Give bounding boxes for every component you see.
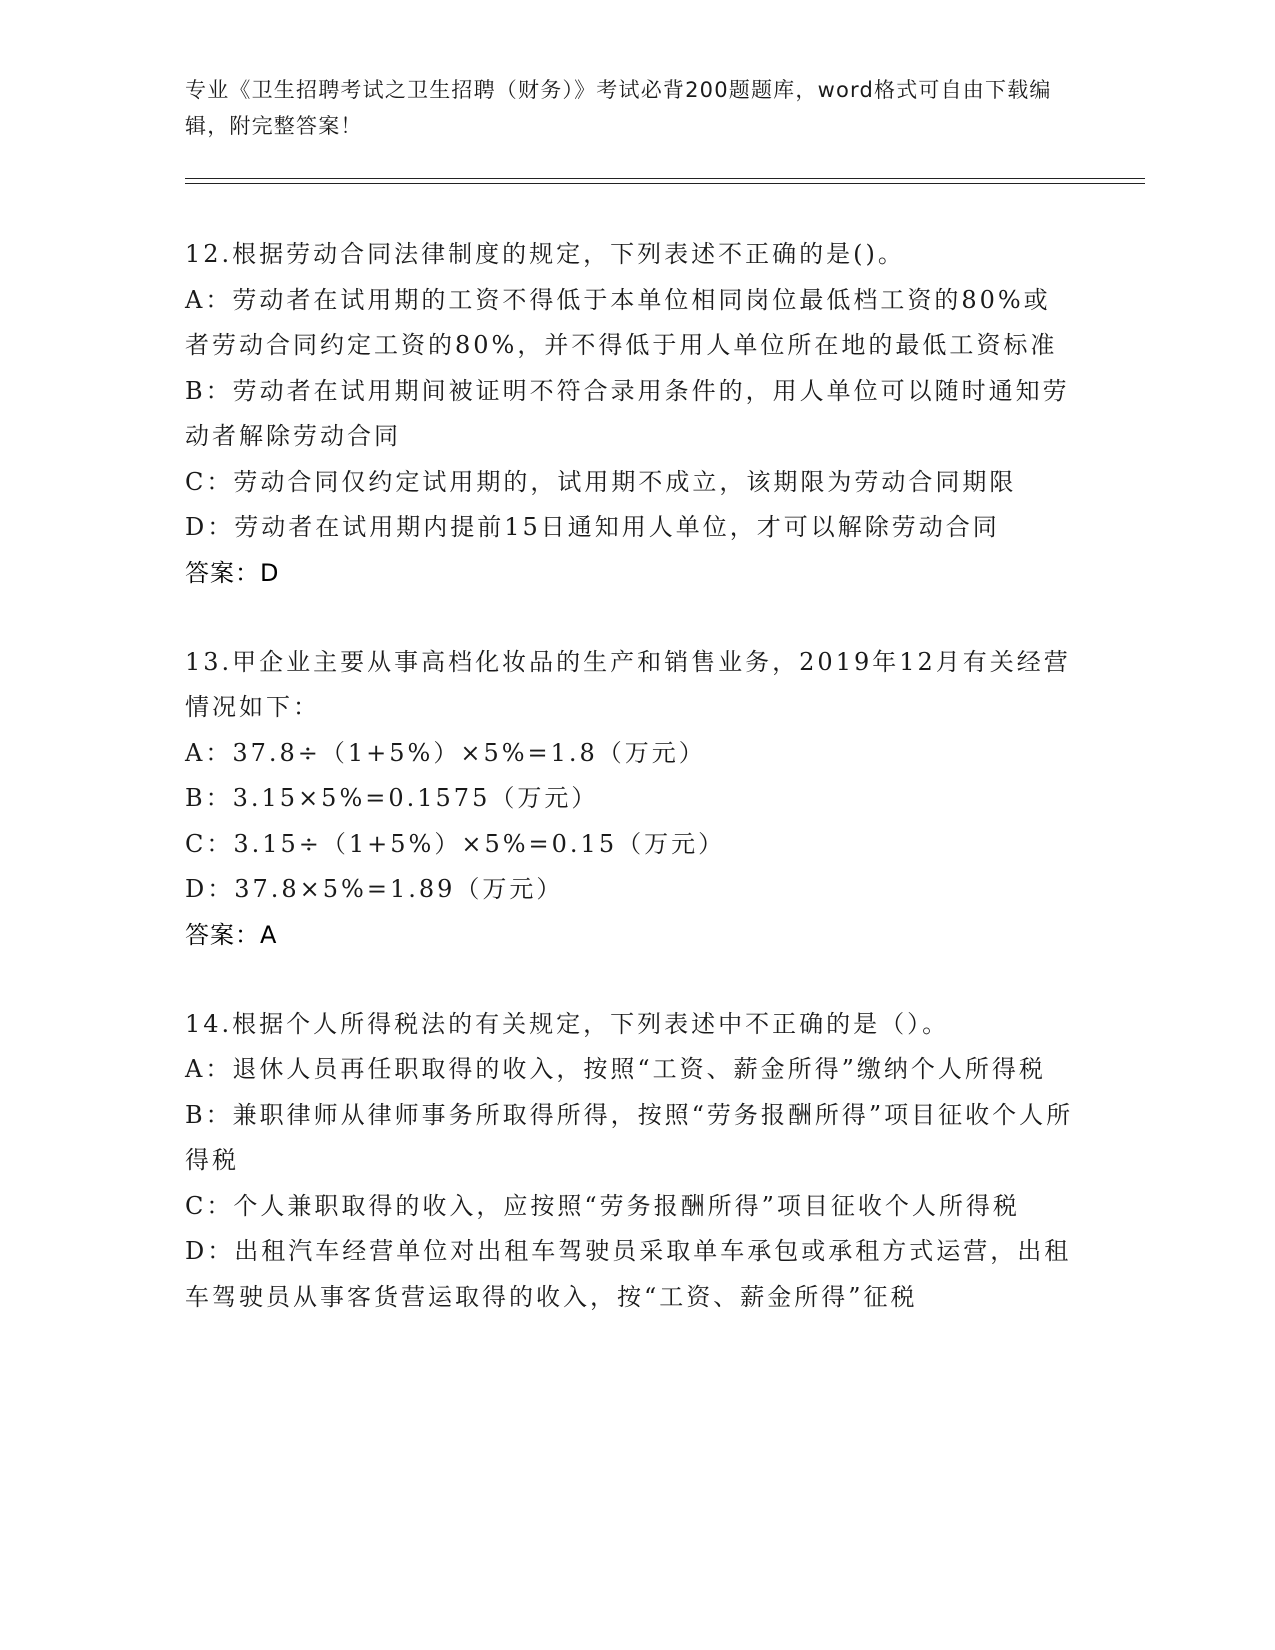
- option-c: C：劳动合同仅约定试用期的，试用期不成立，该期限为劳动合同期限: [185, 467, 1017, 496]
- option-d: D：出租汽车经营单位对出租车驾驶员采取单车承包或承租方式运营，出租车驾驶员从事客货营运取得的收入，按“工资、薪金所得”征税: [185, 1237, 1072, 1311]
- answer-label: 答案：D: [185, 558, 280, 587]
- option-c: C：个人兼职取得的收入，应按照“劳务报酬所得”项目征收个人所得税: [185, 1191, 1020, 1220]
- option-b: B：兼职律师从律师事务所取得所得，按照“劳务报酬所得”项目征收个人所得税: [185, 1100, 1074, 1174]
- option-a: A：劳动者在试用期的工资不得低于本单位相同岗位最低档工资的80%或者劳动合同约定工资的80%，并不得低于用人单位所在地的最低工资标准: [185, 285, 1058, 359]
- option-a: A：退休人员再任职取得的收入，按照“工资、薪金所得”缴纳个人所得税: [185, 1055, 1046, 1083]
- header-divider: [185, 178, 1145, 184]
- question-stem: 12.根据劳动合同法律制度的规定，下列表述不正确的是()。: [185, 240, 905, 268]
- question-stem: 13.甲企业主要从事高档化妆品的生产和销售业务，2019年12月有关经营情况如下：: [185, 647, 1071, 721]
- option-d: D：37.8×5%=1.89（万元）: [185, 875, 564, 903]
- option-b: B：3.15×5%=0.1575（万元）: [185, 784, 599, 812]
- question-stem: 14.根据个人所得税法的有关规定，下列表述中不正确的是（）。: [185, 1009, 950, 1038]
- document-header: 专业《卫生招聘考试之卫生招聘（财务）》考试必背200题题库，word格式可自由下载编辑，附完整答案！: [185, 78, 1052, 138]
- document-page: [185, 0, 1145, 1650]
- option-b: B：劳动者在试用期间被证明不符合录用条件的，用人单位可以随时通知劳动者解除劳动合同: [185, 376, 1070, 450]
- question-13: [185, 640, 1075, 958]
- answer-label: 答案：A: [185, 920, 278, 949]
- question-12: [185, 232, 1075, 596]
- question-list: [185, 232, 1075, 1364]
- option-d: D：劳动者在试用期内提前15日通知用人单位，才可以解除劳动合同: [185, 513, 1000, 541]
- question-14: [185, 1002, 1075, 1321]
- option-a: A：37.8÷（1+5%）×5%=1.8（万元）: [185, 738, 706, 767]
- option-c: C：3.15÷（1+5%）×5%=0.15（万元）: [185, 829, 726, 858]
